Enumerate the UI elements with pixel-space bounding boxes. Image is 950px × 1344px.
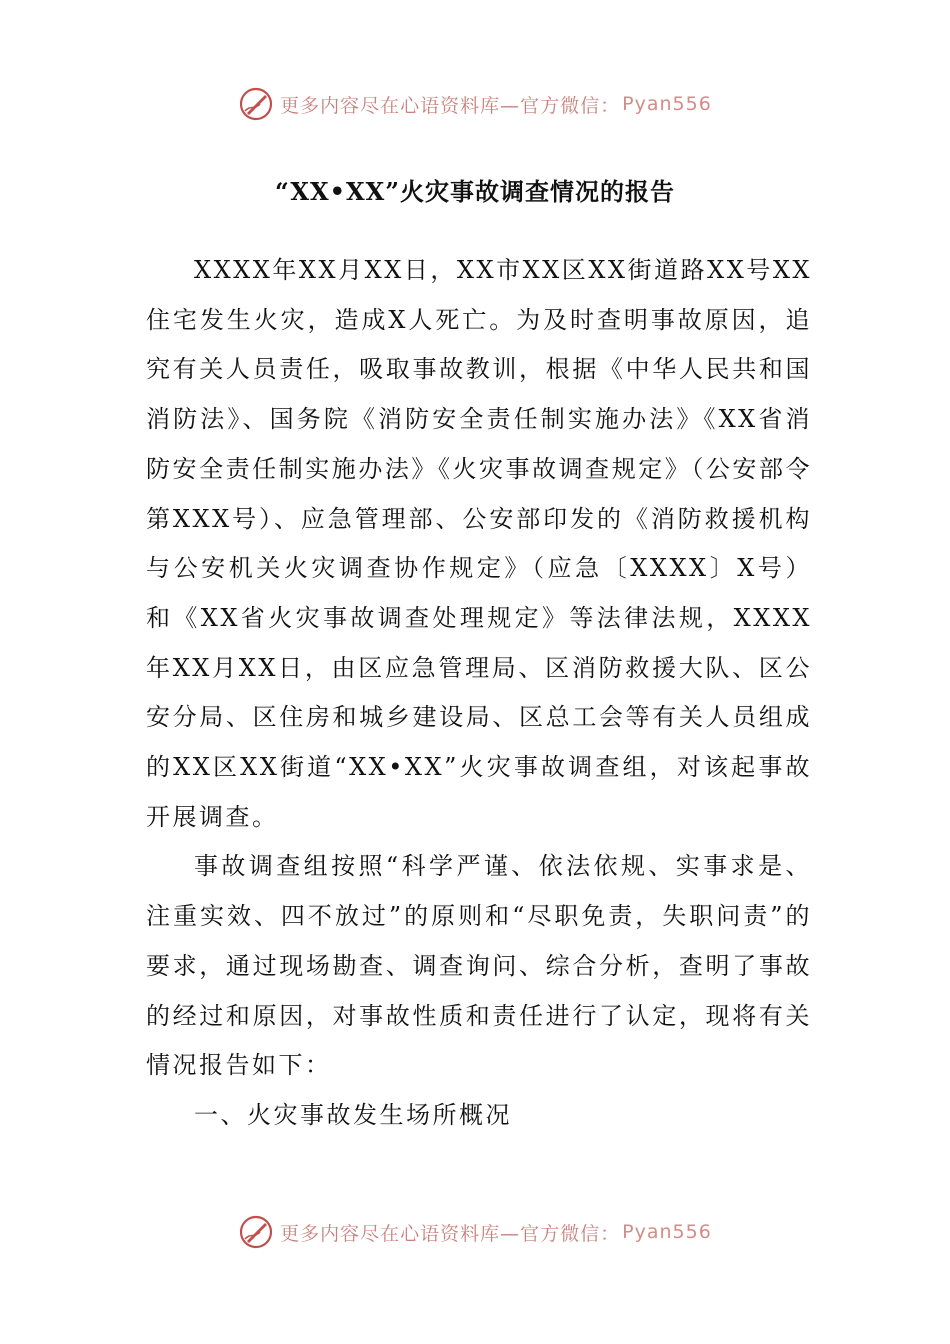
document-body [146,246,812,1141]
quill-logo-icon [238,1214,274,1250]
quill-logo-icon [238,86,274,122]
document-title: “XX•XX”火灾事故调查情况的报告 [274,177,676,206]
watermark-wechat-id: Pyan556 [622,93,712,115]
paragraph-method: 事故调查组按照“科学严谨、依法依规、实事求是、注重实效、四不放过”的原则和“尽职免责，失职问责”的要求，通过现场勘查、调查询问、综合分析，查明了事故的经过和原因，对事故性质和责任进行了认定，现将有关情况报告如下： [146,852,812,1080]
watermark-banner-top [0,82,950,126]
watermark-wechat-id: Pyan556 [622,1221,712,1243]
watermark-text: 更多内容尽在心语资料库—官方微信： [280,1222,621,1245]
section-heading-1: 一、火灾事故发生场所概况 [194,1100,512,1129]
watermark-banner-bottom [0,1210,950,1254]
watermark-text: 更多内容尽在心语资料库—官方微信： [280,94,621,117]
paragraph-intro: XXXX年XX月XX日，XX市XX区XX街道路XX号XX住宅发生火灾，造成X人死亡。为及时查明事故原因，追究有关人员责任，吸取事故教训，根据《中华人民共和国消防法》、国务院《消防安全责任制实施办法》《XX省消防安全责任制实施办法》《火灾事故调查规定》（公安部令第XXX号）、应急管理部、公安部印发的《消防救援机构与公安机关火灾调查协作规定》（应急〔XXXX〕X号）和《XX省火灾事故调查处理规定》等法律法规，XXXX年XX月XX日，由区应急管理局、区消防救援大队、区公安分局、区住房和城乡建设局、区总工会等有关人员组成的XX区XX街道“XX•XX”火灾事故调查组，对该起事故开展调查。 [146,256,812,831]
